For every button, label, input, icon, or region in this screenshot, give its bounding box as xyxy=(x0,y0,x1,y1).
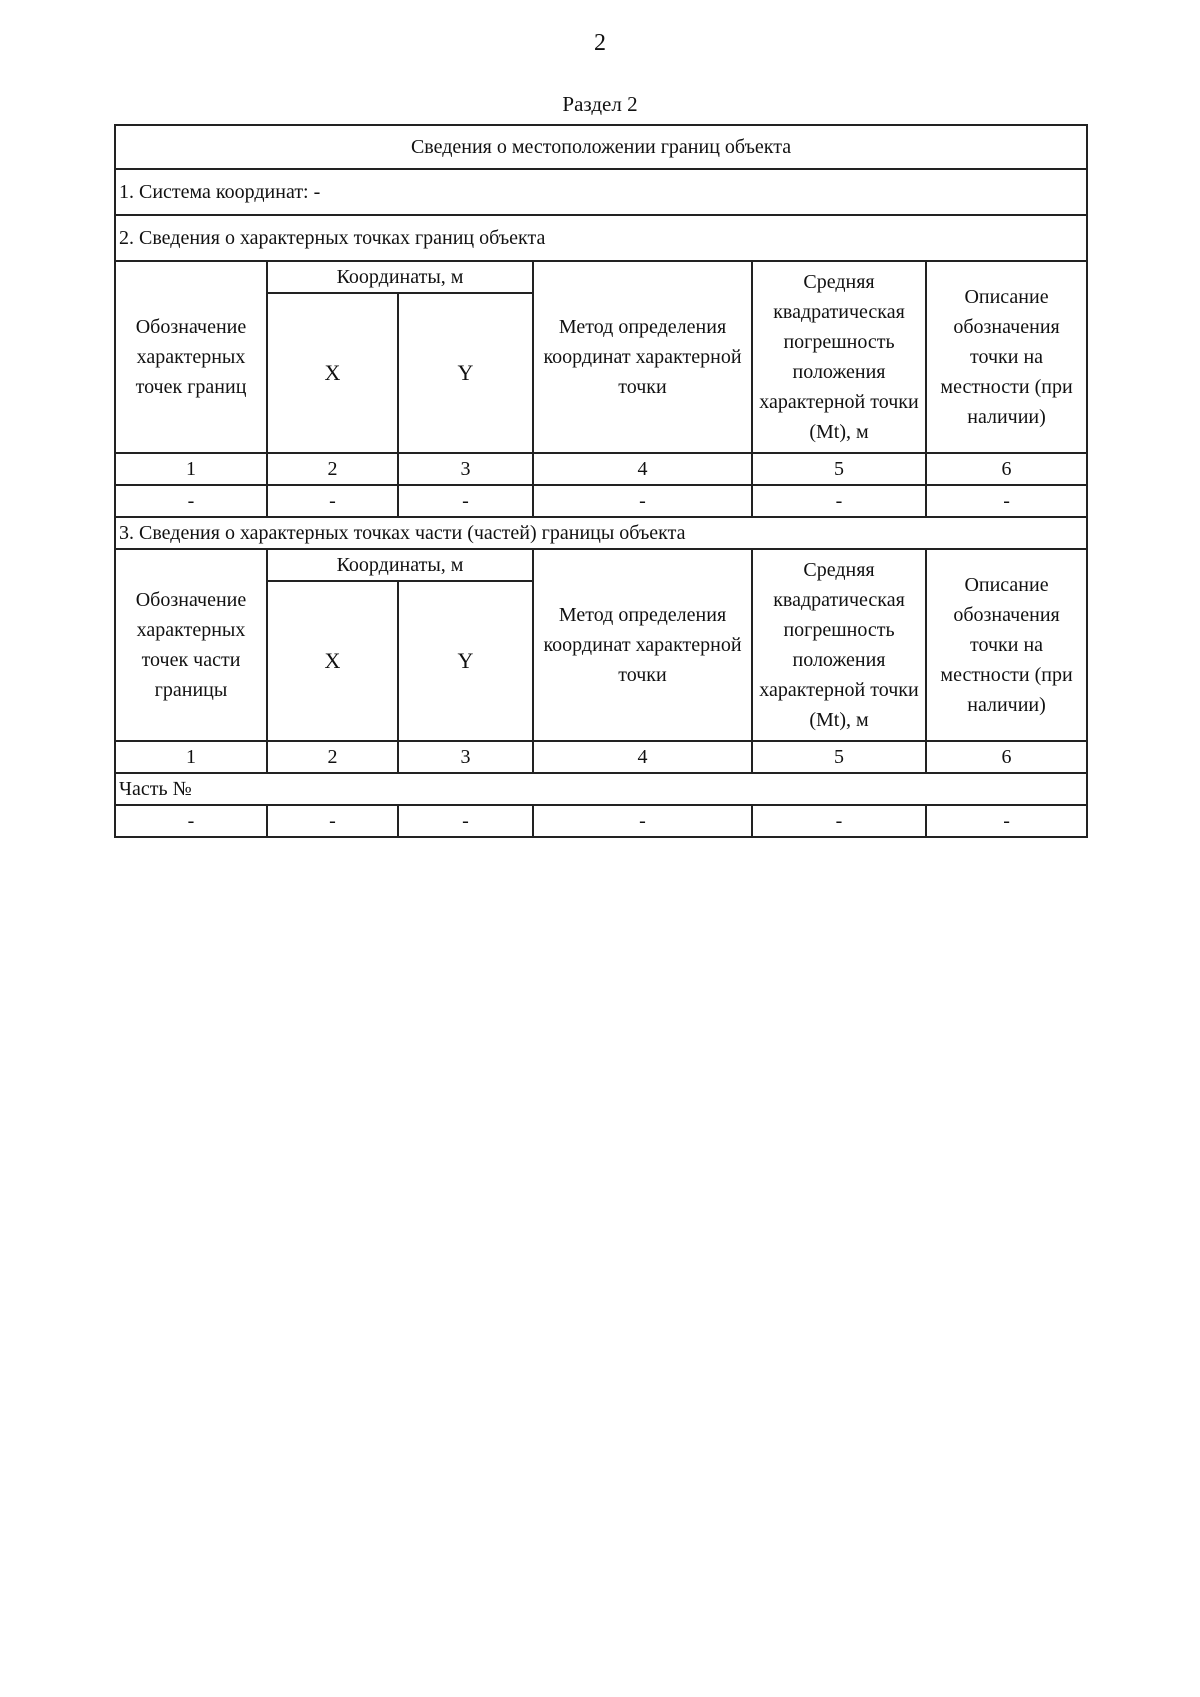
block1-num-4: 4 xyxy=(533,453,752,485)
coord-system-row xyxy=(115,169,1087,215)
coord-system: 1. Система координат: - xyxy=(115,169,1087,215)
block1-numbers-row xyxy=(115,453,1087,485)
block1-cell-5: - xyxy=(752,485,926,517)
block2-part-label: Часть № xyxy=(115,773,1087,805)
block2-part-row xyxy=(115,773,1087,805)
block2-num-5: 5 xyxy=(752,741,926,773)
block1-num-1: 1 xyxy=(115,453,267,485)
block1-num-2: 2 xyxy=(267,453,398,485)
block2-col-x: X xyxy=(267,581,398,741)
block2-col-error: Средняя квадратическая погрешность положения характерной точки (Mt), м xyxy=(752,549,926,741)
block2-col-y: Y xyxy=(398,581,533,741)
block2-num-2: 2 xyxy=(267,741,398,773)
block1-title: 2. Сведения о характерных точках границ объекта xyxy=(115,215,1087,261)
block1-data-row xyxy=(115,485,1087,517)
page-number: 2 xyxy=(594,30,606,56)
block2-col-method: Метод определения координат характерной точки xyxy=(533,549,752,741)
block2-data-row xyxy=(115,805,1087,837)
table-title-row xyxy=(115,125,1087,169)
block2-cell-3: - xyxy=(398,805,533,837)
block2-num-3: 3 xyxy=(398,741,533,773)
block2-title: 3. Сведения о характерных точках части (частей) границы объекта xyxy=(115,517,1087,549)
block1-col-designation: Обозначение характерных точек границ xyxy=(115,261,267,453)
block1-cell-1: - xyxy=(115,485,267,517)
block1-num-5: 5 xyxy=(752,453,926,485)
block2-numbers-row xyxy=(115,741,1087,773)
block1-cell-3: - xyxy=(398,485,533,517)
block2-cell-6: - xyxy=(926,805,1087,837)
block1-cell-2: - xyxy=(267,485,398,517)
block2-cell-1: - xyxy=(115,805,267,837)
boundaries-table xyxy=(114,124,1088,838)
block1-col-x: X xyxy=(267,293,398,453)
block2-col-designation: Обозначение характерных точек части границы xyxy=(115,549,267,741)
block1-col-coords: Координаты, м xyxy=(267,261,533,293)
block2-num-4: 4 xyxy=(533,741,752,773)
block2-col-coords: Координаты, м xyxy=(267,549,533,581)
block1-cell-6: - xyxy=(926,485,1087,517)
section-title: Раздел 2 xyxy=(562,92,638,116)
block1-num-3: 3 xyxy=(398,453,533,485)
block2-cell-5: - xyxy=(752,805,926,837)
block2-num-1: 1 xyxy=(115,741,267,773)
block2-col-description: Описание обозначения точки на местности (при наличии) xyxy=(926,549,1087,741)
block1-title-row xyxy=(115,215,1087,261)
block1-col-method: Метод определения координат характерной точки xyxy=(533,261,752,453)
block1-col-y: Y xyxy=(398,293,533,453)
block1-header-row xyxy=(115,261,1087,293)
block2-header-row xyxy=(115,549,1087,581)
block2-cell-4: - xyxy=(533,805,752,837)
block1-col-description: Описание обозначения точки на местности (при наличии) xyxy=(926,261,1087,453)
block1-num-6: 6 xyxy=(926,453,1087,485)
block1-col-error: Средняя квадратическая погрешность положения характерной точки (Mt), м xyxy=(752,261,926,453)
block2-cell-2: - xyxy=(267,805,398,837)
block1-cell-4: - xyxy=(533,485,752,517)
block2-num-6: 6 xyxy=(926,741,1087,773)
table-title: Сведения о местоположении границ объекта xyxy=(115,125,1087,169)
block2-title-row xyxy=(115,517,1087,549)
